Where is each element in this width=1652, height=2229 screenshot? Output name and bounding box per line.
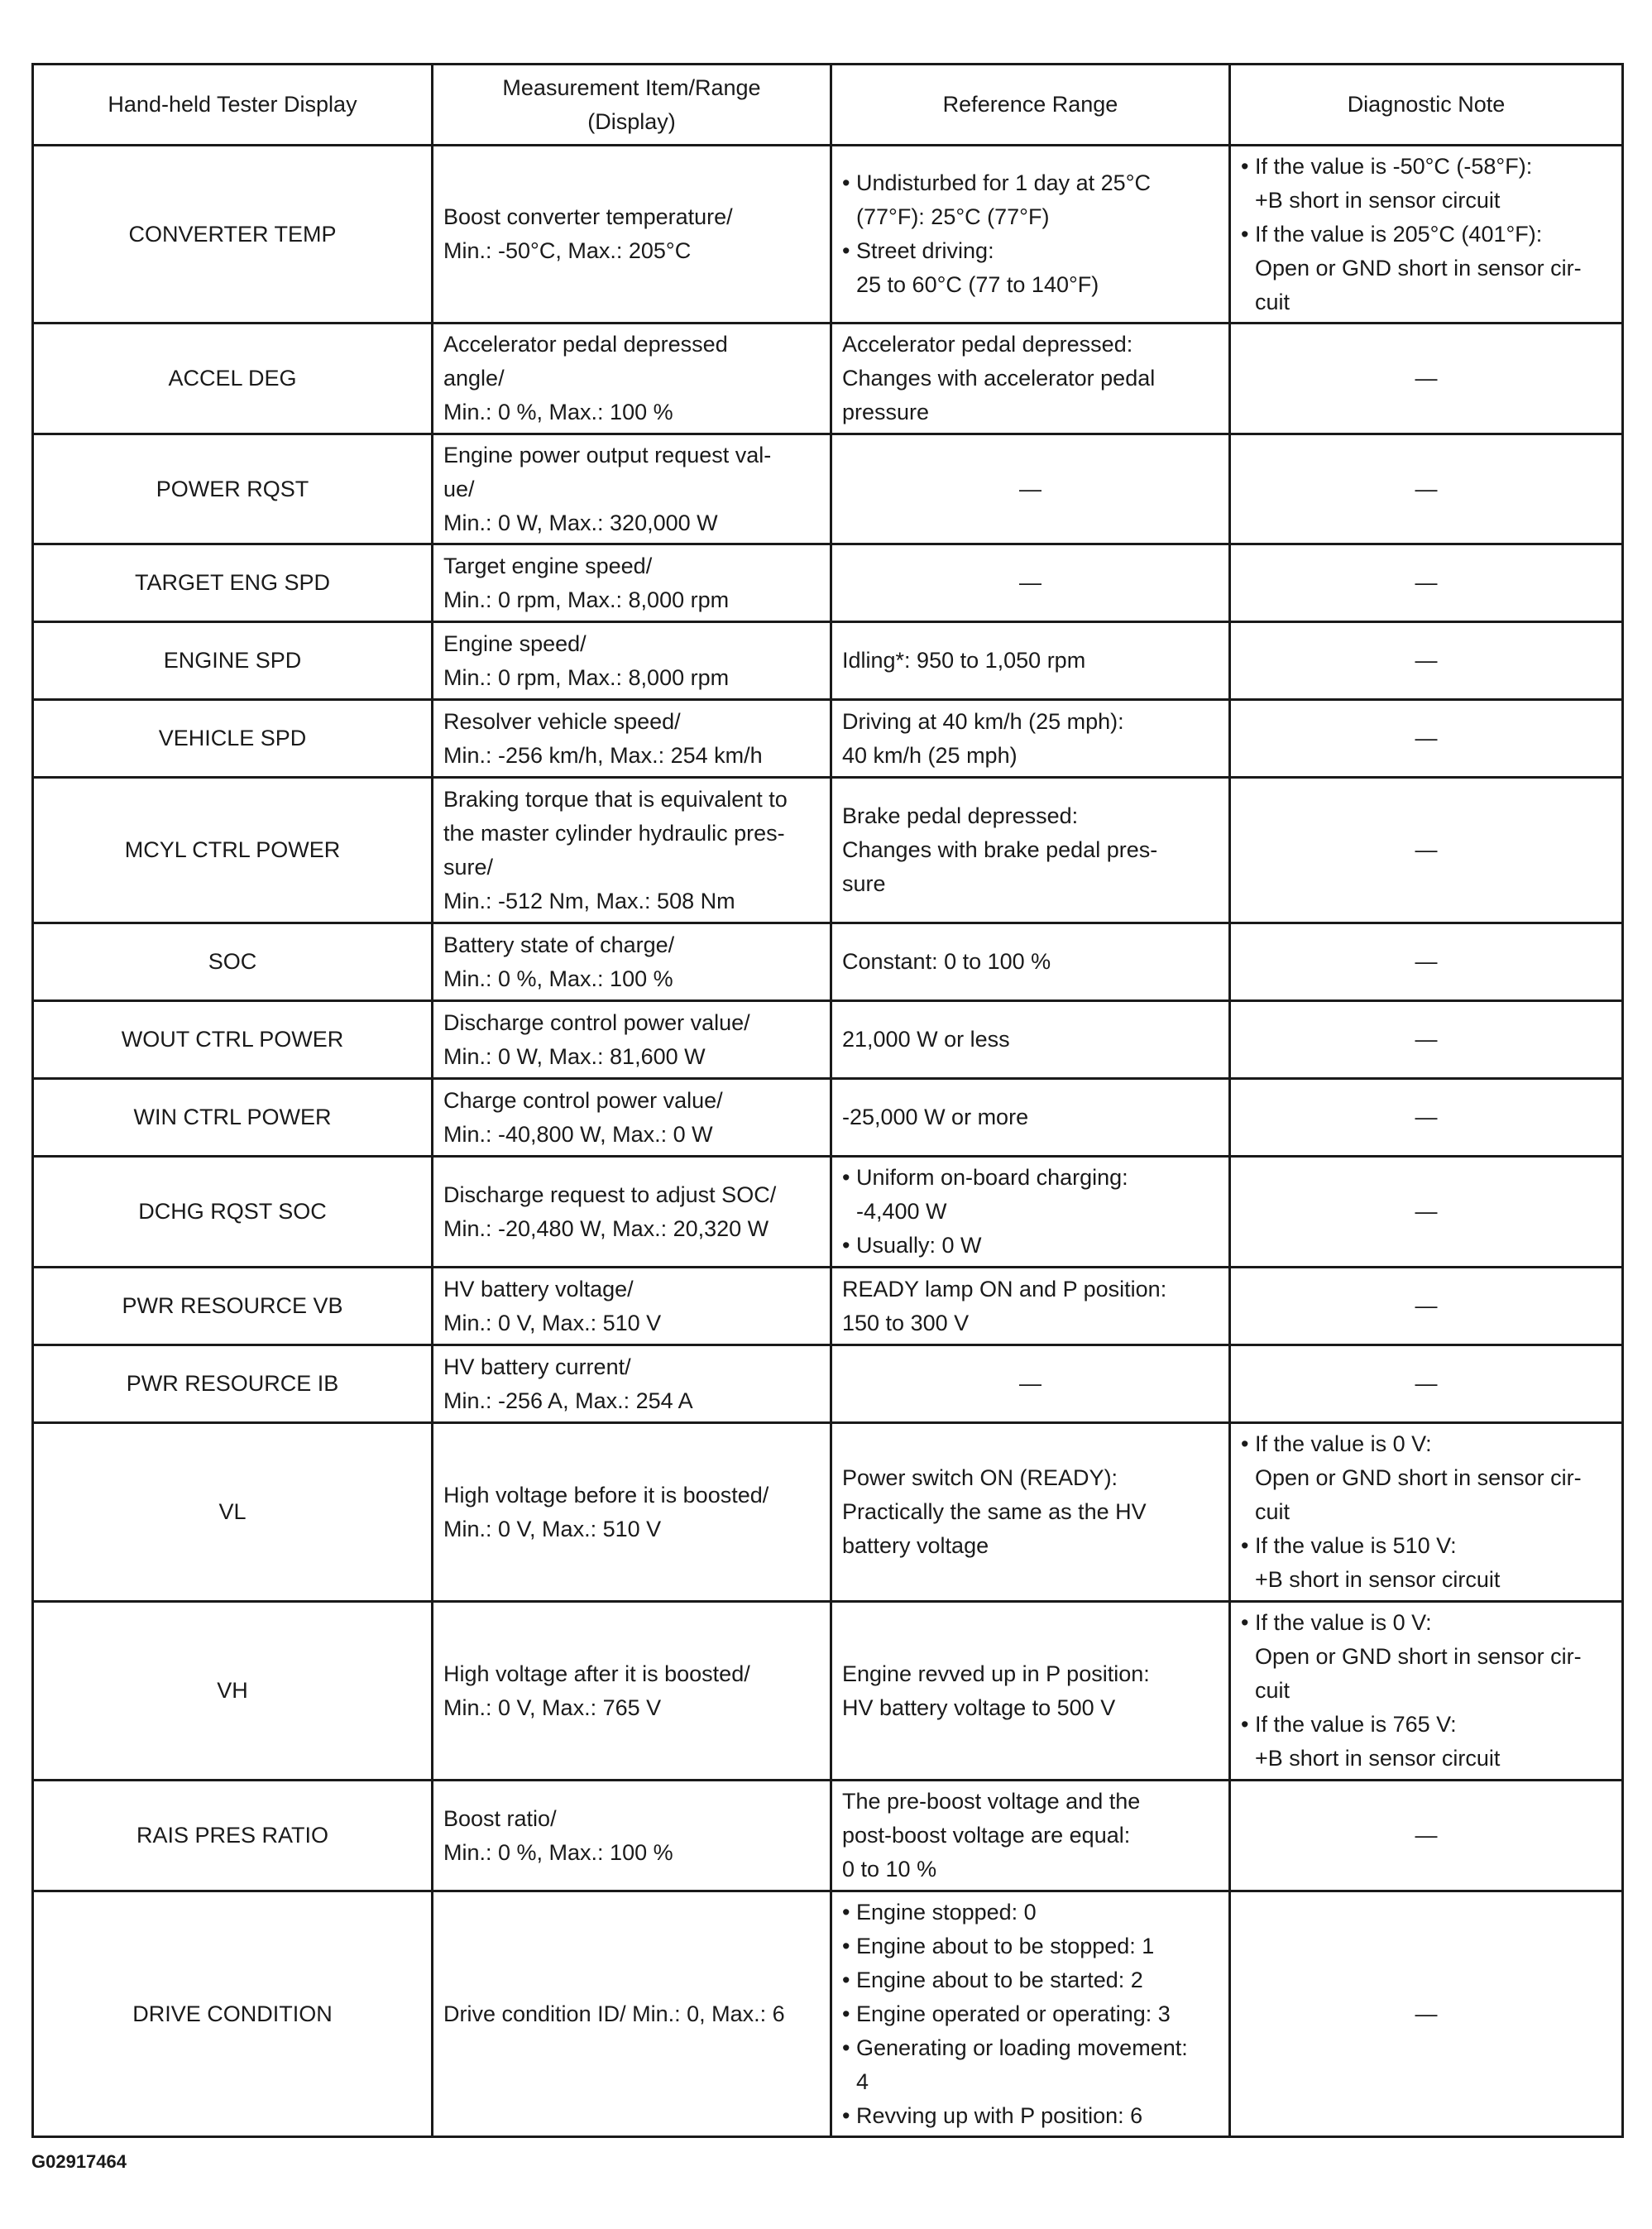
diagnostic-note-cell xyxy=(1230,1423,1623,1602)
reference-range-line: -25,000 W or more xyxy=(842,1105,1029,1129)
tester-display-cell: POWER RQST xyxy=(33,434,433,544)
diagnostic-note-bullet-line: cuit xyxy=(1255,289,1290,314)
diagnostic-note-dash: — xyxy=(1230,434,1623,544)
tester-display-cell: VL xyxy=(33,1423,433,1602)
measurement-item-line: Drive condition ID/ Min.: 0, Max.: 6 xyxy=(443,2001,785,2026)
diagnostic-note-list xyxy=(1241,150,1611,319)
table-row xyxy=(33,1001,1623,1079)
diagnostic-note-bullet-line: Open or GND short in sensor cir- xyxy=(1255,1644,1582,1669)
diagnostic-note-bullet-line: +B short in sensor circuit xyxy=(1255,187,1501,213)
table-row xyxy=(33,923,1623,1001)
tester-display-cell: ENGINE SPD xyxy=(33,622,433,700)
reference-bullet xyxy=(842,234,1219,302)
reference-range-line: The pre-boost voltage and the xyxy=(842,1789,1141,1814)
diagnostic-note-bullet xyxy=(1241,150,1611,218)
diagnostic-note-bullet-line: Open or GND short in sensor cir- xyxy=(1255,255,1582,280)
measurement-item-cell xyxy=(433,1268,831,1345)
measurement-item-line: Min.: -40,800 W, Max.: 0 W xyxy=(443,1121,713,1147)
tester-display-cell: RAIS PRES RATIO xyxy=(33,1781,433,1891)
measurement-item-line: Min.: 0 V, Max.: 510 V xyxy=(443,1516,662,1541)
reference-range-dash: — xyxy=(831,1345,1230,1423)
header-display: Hand-held Tester Display xyxy=(33,65,433,146)
tester-display-cell: CONVERTER TEMP xyxy=(33,146,433,324)
measurement-item-cell xyxy=(433,1157,831,1268)
diagnostic-note-dash: — xyxy=(1230,1157,1623,1268)
measurement-item-line: angle/ xyxy=(443,366,505,391)
measurement-item-line: Discharge control power value/ xyxy=(443,1009,750,1035)
table-row xyxy=(33,1079,1623,1157)
reference-range-line: Practically the same as the HV xyxy=(842,1499,1147,1524)
diagnostic-note-bullet-line: • If the value is -50°C (-58°F): xyxy=(1255,153,1533,179)
reference-range-cell xyxy=(831,923,1230,1001)
diagnostic-note-bullet-line: cuit xyxy=(1255,1678,1290,1703)
measurement-item-line: Min.: 0 %, Max.: 100 % xyxy=(443,966,673,991)
reference-range-line: Driving at 40 km/h (25 mph): xyxy=(842,708,1124,734)
reference-range-cell xyxy=(831,146,1230,324)
header-reference-range: Reference Range xyxy=(831,65,1230,146)
measurement-item-line: the master cylinder hydraulic pres- xyxy=(443,820,785,846)
measurement-item-cell xyxy=(433,1079,831,1157)
reference-bullet-line: • Usually: 0 W xyxy=(856,1233,982,1258)
table-row xyxy=(33,1268,1623,1345)
reference-bullet-line: • Generating or loading movement: xyxy=(856,2035,1188,2060)
measurement-item-cell xyxy=(433,324,831,434)
diagnostic-note-bullet-line: +B short in sensor circuit xyxy=(1255,1746,1501,1771)
tester-display-cell: WIN CTRL POWER xyxy=(33,1079,433,1157)
reference-range-cell xyxy=(831,1157,1230,1268)
measurement-item-line: HV battery voltage/ xyxy=(443,1276,634,1301)
measurement-item-line: Battery state of charge/ xyxy=(443,932,675,957)
reference-bullet-line: • Uniform on-board charging: xyxy=(856,1165,1128,1190)
reference-bullet xyxy=(842,2031,1219,2099)
diagnostic-note-bullet xyxy=(1241,218,1611,319)
header-item-line: Measurement Item/Range xyxy=(502,74,761,100)
diagnostic-note-bullet-line: • If the value is 0 V: xyxy=(1255,1431,1432,1456)
reference-range-cell xyxy=(831,1602,1230,1781)
reference-bullet-line: 25 to 60°C (77 to 140°F) xyxy=(856,272,1099,297)
measurement-item-line: Min.: 0 %, Max.: 100 % xyxy=(443,1839,673,1865)
measurement-item-line: Min.: 0 W, Max.: 81,600 W xyxy=(443,1043,706,1069)
header-row xyxy=(33,65,1623,146)
measurement-item-line: Accelerator pedal depressed xyxy=(443,332,728,357)
reference-range-line: Engine revved up in P position: xyxy=(842,1661,1150,1686)
reference-bullet xyxy=(842,1929,1219,1963)
measurement-item-line: Discharge request to adjust SOC/ xyxy=(443,1182,777,1207)
reference-range-line: Constant: 0 to 100 % xyxy=(842,949,1051,974)
measurement-item-line: Min.: -256 A, Max.: 254 A xyxy=(443,1388,693,1413)
reference-range-line: Changes with brake pedal pres- xyxy=(842,837,1158,862)
reference-list xyxy=(842,1896,1219,2133)
reference-bullet-line: • Engine operated or operating: 3 xyxy=(856,2001,1171,2026)
measurement-item-cell xyxy=(433,923,831,1001)
measurement-item-line: HV battery current/ xyxy=(443,1354,631,1379)
measurement-item-cell xyxy=(433,1602,831,1781)
header-diagnostic-note: Diagnostic Note xyxy=(1230,65,1623,146)
reference-range-cell xyxy=(831,324,1230,434)
reference-bullet-line: (77°F): 25°C (77°F) xyxy=(856,204,1050,229)
reference-range-line: sure xyxy=(842,871,886,896)
reference-bullet-line: • Revving up with P position: 6 xyxy=(856,2102,1143,2128)
diagnostic-note-cell xyxy=(1230,146,1623,324)
reference-range-line: 21,000 W or less xyxy=(842,1027,1010,1052)
measurement-item-line: Min.: 0 %, Max.: 100 % xyxy=(443,400,673,424)
reference-range-cell xyxy=(831,1001,1230,1079)
table-row xyxy=(33,1423,1623,1602)
measurement-item-line: Min.: -512 Nm, Max.: 508 Nm xyxy=(443,888,735,913)
reference-bullet xyxy=(842,1896,1219,1929)
table-row xyxy=(33,434,1623,544)
diagnostic-note-dash: — xyxy=(1230,544,1623,622)
diagnostic-note-dash: — xyxy=(1230,622,1623,700)
reference-range-cell xyxy=(831,1268,1230,1345)
table-row xyxy=(33,324,1623,434)
reference-range-line: battery voltage xyxy=(842,1533,989,1558)
diagnostic-note-bullet xyxy=(1241,1606,1611,1708)
tester-display-cell: SOC xyxy=(33,923,433,1001)
diagnostic-note-list xyxy=(1241,1427,1611,1597)
measurement-item-line: Engine speed/ xyxy=(443,630,587,656)
table-row xyxy=(33,544,1623,622)
diagnostic-note-bullet-line: +B short in sensor circuit xyxy=(1255,1567,1501,1592)
measurement-item-line: High voltage before it is boosted/ xyxy=(443,1482,769,1508)
measurement-item-line: Min.: 0 rpm, Max.: 8,000 rpm xyxy=(443,587,730,612)
table-row xyxy=(33,1157,1623,1268)
tester-display-cell: WOUT CTRL POWER xyxy=(33,1001,433,1079)
measurement-item-cell xyxy=(433,434,831,544)
tester-display-cell: VEHICLE SPD xyxy=(33,700,433,778)
header-measurement-item xyxy=(433,65,831,146)
diagnostic-note-dash: — xyxy=(1230,1345,1623,1423)
tester-display-cell: VH xyxy=(33,1602,433,1781)
reference-range-cell xyxy=(831,622,1230,700)
measurement-item-cell xyxy=(433,1001,831,1079)
reference-bullet xyxy=(842,1161,1219,1229)
header-item-line: (Display) xyxy=(587,108,676,134)
diagnostic-note-dash: — xyxy=(1230,923,1623,1001)
measurement-item-line: Min.: -256 km/h, Max.: 254 km/h xyxy=(443,742,763,768)
reference-bullet-line: • Street driving: xyxy=(856,238,994,263)
measurement-item-cell xyxy=(433,778,831,923)
diagnostic-note-bullet-line: cuit xyxy=(1255,1499,1290,1524)
tester-display-cell: PWR RESOURCE VB xyxy=(33,1268,433,1345)
table-row xyxy=(33,622,1623,700)
diagnostic-note-dash: — xyxy=(1230,1001,1623,1079)
table-row xyxy=(33,1781,1623,1891)
diagnostic-note-dash: — xyxy=(1230,1781,1623,1891)
measurement-item-line: Resolver vehicle speed/ xyxy=(443,708,681,734)
table-row xyxy=(33,146,1623,324)
reference-range-cell xyxy=(831,1079,1230,1157)
reference-range-dash: — xyxy=(831,434,1230,544)
measurement-item-line: Target engine speed/ xyxy=(443,553,653,578)
reference-list xyxy=(842,1161,1219,1263)
reference-bullet-line: • Undisturbed for 1 day at 25°C xyxy=(856,170,1151,195)
measurement-item-cell xyxy=(433,1345,831,1423)
diagnostic-note-bullet xyxy=(1241,1708,1611,1776)
reference-range-line: 0 to 10 % xyxy=(842,1857,937,1881)
diagnostic-note-bullet-line: Open or GND short in sensor cir- xyxy=(1255,1465,1582,1490)
reference-range-cell xyxy=(831,1891,1230,2137)
reference-range-line: Power switch ON (READY): xyxy=(842,1465,1118,1490)
reference-bullet xyxy=(842,1997,1219,2031)
measurement-item-line: Engine power output request val- xyxy=(443,442,772,467)
reference-bullet xyxy=(842,166,1219,234)
measurement-item-line: Min.: -50°C, Max.: 205°C xyxy=(443,238,692,263)
table-row xyxy=(33,1345,1623,1423)
measurement-item-line: Min.: 0 V, Max.: 765 V xyxy=(443,1695,662,1720)
measurement-item-line: sure/ xyxy=(443,854,494,880)
diagnostic-note-bullet-line: • If the value is 510 V: xyxy=(1255,1533,1457,1558)
reference-bullet-line: • Engine about to be stopped: 1 xyxy=(856,1933,1155,1958)
measurement-item-line: Charge control power value/ xyxy=(443,1087,723,1113)
measurement-item-cell xyxy=(433,146,831,324)
table-body xyxy=(33,146,1623,2137)
measurement-item-cell xyxy=(433,700,831,778)
reference-range-dash: — xyxy=(831,544,1230,622)
measurement-item-cell xyxy=(433,1781,831,1891)
table-row xyxy=(33,1891,1623,2137)
reference-range-line: 40 km/h (25 mph) xyxy=(842,742,1018,768)
table-row xyxy=(33,778,1623,923)
measurement-item-line: Min.: 0 V, Max.: 510 V xyxy=(443,1310,662,1335)
tester-display-cell: TARGET ENG SPD xyxy=(33,544,433,622)
diagnostic-note-dash: — xyxy=(1230,700,1623,778)
measurement-item-line: ue/ xyxy=(443,476,475,501)
table-row xyxy=(33,700,1623,778)
reference-bullet xyxy=(842,1229,1219,1263)
diagnostic-note-bullet-line: • If the value is 0 V: xyxy=(1255,1610,1432,1635)
diagnostic-note-dash: — xyxy=(1230,778,1623,923)
diagnostic-note-bullet-line: • If the value is 765 V: xyxy=(1255,1712,1457,1737)
reference-bullet xyxy=(842,2099,1219,2133)
reference-bullet xyxy=(842,1963,1219,1997)
diagnostic-note-list xyxy=(1241,1606,1611,1776)
reference-range-line: Brake pedal depressed: xyxy=(842,803,1079,828)
measurement-item-cell xyxy=(433,622,831,700)
reference-range-cell xyxy=(831,778,1230,923)
figure-id: G02917464 xyxy=(31,2151,127,2172)
reference-list xyxy=(842,166,1219,302)
reference-range-line: READY lamp ON and P position: xyxy=(842,1276,1167,1301)
measurement-item-line: Braking torque that is equivalent to xyxy=(443,786,788,812)
reference-range-line: 150 to 300 V xyxy=(842,1310,970,1335)
reference-range-line: Changes with accelerator pedal xyxy=(842,366,1156,391)
table-row xyxy=(33,1602,1623,1781)
measurement-item-line: Boost converter temperature/ xyxy=(443,204,733,229)
tester-display-cell: PWR RESOURCE IB xyxy=(33,1345,433,1423)
measurement-item-line: High voltage after it is boosted/ xyxy=(443,1661,750,1686)
measurement-item-line: Min.: 0 W, Max.: 320,000 W xyxy=(443,510,718,535)
reference-bullet-line: • Engine stopped: 0 xyxy=(856,1899,1037,1925)
measurement-item-line: Min.: -20,480 W, Max.: 20,320 W xyxy=(443,1215,769,1241)
measurement-item-line: Boost ratio/ xyxy=(443,1805,557,1831)
reference-range-cell xyxy=(831,700,1230,778)
diagnostic-note-bullet xyxy=(1241,1529,1611,1597)
reference-range-cell xyxy=(831,1781,1230,1891)
diagnostic-note-bullet-line: • If the value is 205°C (401°F): xyxy=(1255,221,1543,247)
tester-display-cell: ACCEL DEG xyxy=(33,324,433,434)
reference-bullet-line: • Engine about to be started: 2 xyxy=(856,1967,1143,1992)
tester-display-cell: DCHG RQST SOC xyxy=(33,1157,433,1268)
reference-range-line: HV battery voltage to 500 V xyxy=(842,1695,1116,1720)
diagnostic-note-dash: — xyxy=(1230,1891,1623,2137)
reference-range-cell xyxy=(831,1423,1230,1602)
measurement-item-cell xyxy=(433,544,831,622)
diagnostic-note-dash: — xyxy=(1230,324,1623,434)
diagnostic-note-bullet xyxy=(1241,1427,1611,1529)
diagnostic-note-dash: — xyxy=(1230,1079,1623,1157)
diagnostic-note-dash: — xyxy=(1230,1268,1623,1345)
tester-display-cell: MCYL CTRL POWER xyxy=(33,778,433,923)
reference-range-line: Idling*: 950 to 1,050 rpm xyxy=(842,648,1086,673)
measurement-item-cell xyxy=(433,1891,831,2137)
reference-range-line: Accelerator pedal depressed: xyxy=(842,332,1133,357)
diagnostic-data-table xyxy=(31,63,1624,2138)
reference-range-line: post-boost voltage are equal: xyxy=(842,1823,1131,1848)
measurement-item-line: Min.: 0 rpm, Max.: 8,000 rpm xyxy=(443,664,730,690)
reference-bullet-line: 4 xyxy=(856,2068,869,2094)
measurement-item-cell xyxy=(433,1423,831,1602)
diagnostic-note-cell xyxy=(1230,1602,1623,1781)
reference-bullet-line: -4,400 W xyxy=(856,1199,947,1224)
reference-range-line: pressure xyxy=(842,400,930,424)
tester-display-cell: DRIVE CONDITION xyxy=(33,1891,433,2137)
